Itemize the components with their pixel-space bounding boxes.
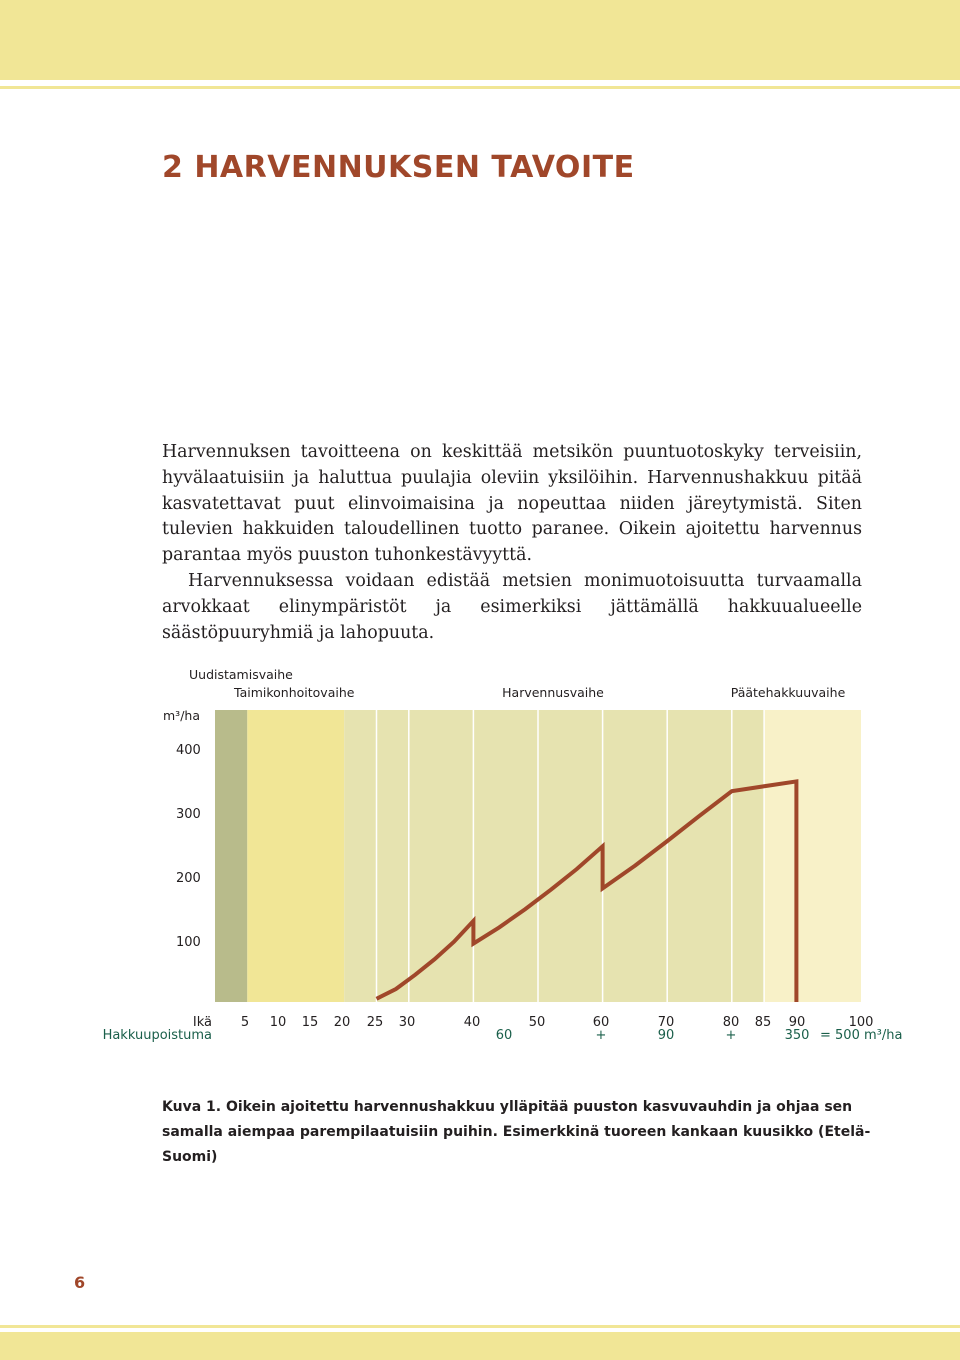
removal-value: = 500 m³/ha <box>820 1028 903 1043</box>
age-tick-label: 20 <box>333 1015 351 1030</box>
removal-row-label: Hakkuupoistuma <box>102 1028 212 1043</box>
y-tick-label: 300 <box>176 807 201 822</box>
chapter-heading: 2 HARVENNUKSEN TAVOITE <box>162 150 635 185</box>
age-tick-label: 85 <box>754 1015 772 1030</box>
age-tick-label: 15 <box>301 1015 319 1030</box>
y-tick-label: 200 <box>176 871 201 886</box>
bottom-decorative-band <box>0 1332 960 1360</box>
age-tick-label: 10 <box>269 1015 287 1030</box>
age-tick-label: 50 <box>528 1015 546 1030</box>
age-tick-label: 60 <box>592 1015 610 1030</box>
bottom-decorative-line <box>0 1325 960 1328</box>
phase-band-3 <box>344 710 764 1002</box>
phase-band-4 <box>764 710 861 1002</box>
age-tick-label: 25 <box>366 1015 384 1030</box>
age-tick-label: 30 <box>398 1015 416 1030</box>
y-tick-label: 100 <box>176 935 201 950</box>
age-tick-label: 70 <box>657 1015 675 1030</box>
removal-value: + <box>595 1028 607 1043</box>
phase-label: Päätehakkuuvaihe <box>730 685 846 700</box>
age-tick-label: 90 <box>788 1015 806 1030</box>
removal-value: + <box>725 1028 737 1043</box>
y-tick-label: 400 <box>176 743 201 758</box>
age-row-label: Ikä <box>192 1015 212 1030</box>
phase-label: Uudistamisvaihe <box>189 667 293 682</box>
top-decorative-line <box>0 86 960 89</box>
age-tick-label: 40 <box>463 1015 481 1030</box>
phase-label: Harvennusvaihe <box>502 685 604 700</box>
removal-value: 90 <box>657 1028 675 1043</box>
figure-caption: Kuva 1. Oikein ajoitettu harvennushakkuu ylläpitää puuston kasvuvauhdin ja ohjaa sen samalla aiempaa parempilaatuisiin puihin. Esimerkkinä tuoreen kankaan kuusikko (Etelä-Suomi) <box>162 1099 871 1165</box>
removal-value: 60 <box>495 1028 513 1043</box>
body-text <box>162 440 862 646</box>
y-axis-unit: m³/ha <box>163 708 200 723</box>
phase-band-2 <box>247 710 344 1002</box>
page-number: 6 <box>74 1273 86 1292</box>
phase-label: Taimikonhoitovaihe <box>234 685 355 700</box>
phase-band-1 <box>215 710 247 1002</box>
stand-volume-chart <box>0 660 960 1060</box>
age-tick-label: 5 <box>240 1015 250 1030</box>
removal-value: 350 <box>784 1028 810 1043</box>
paragraph-2: Harvennuksessa voidaan edistää metsien monimuotoisuutta turvaamalla arvokkaat elinympäristöt ja esimerkiksi jättämällä hakkuualueelle säästöpuuryhmiä ja lahopuuta. <box>162 570 862 643</box>
top-decorative-band <box>0 0 960 80</box>
age-tick-label: 80 <box>722 1015 740 1030</box>
age-tick-label: 100 <box>848 1015 874 1030</box>
paragraph-1: Harvennuksen tavoitteena on keskittää metsikön puuntuotoskyky terveisiin, hyvälaatuisiin ja haluttua puulajia oleviin yksilöihin. Harvennushakkuu pitää kasvatettavat puut elinvoimaisina ja nopeuttaa niiden järeytymistä. Siten tulevien hakkuiden taloudellinen tuotto paranee. Oikein ajoitettu harvennus parantaa myös puuston tuhonkestävyyttä. <box>162 442 862 566</box>
